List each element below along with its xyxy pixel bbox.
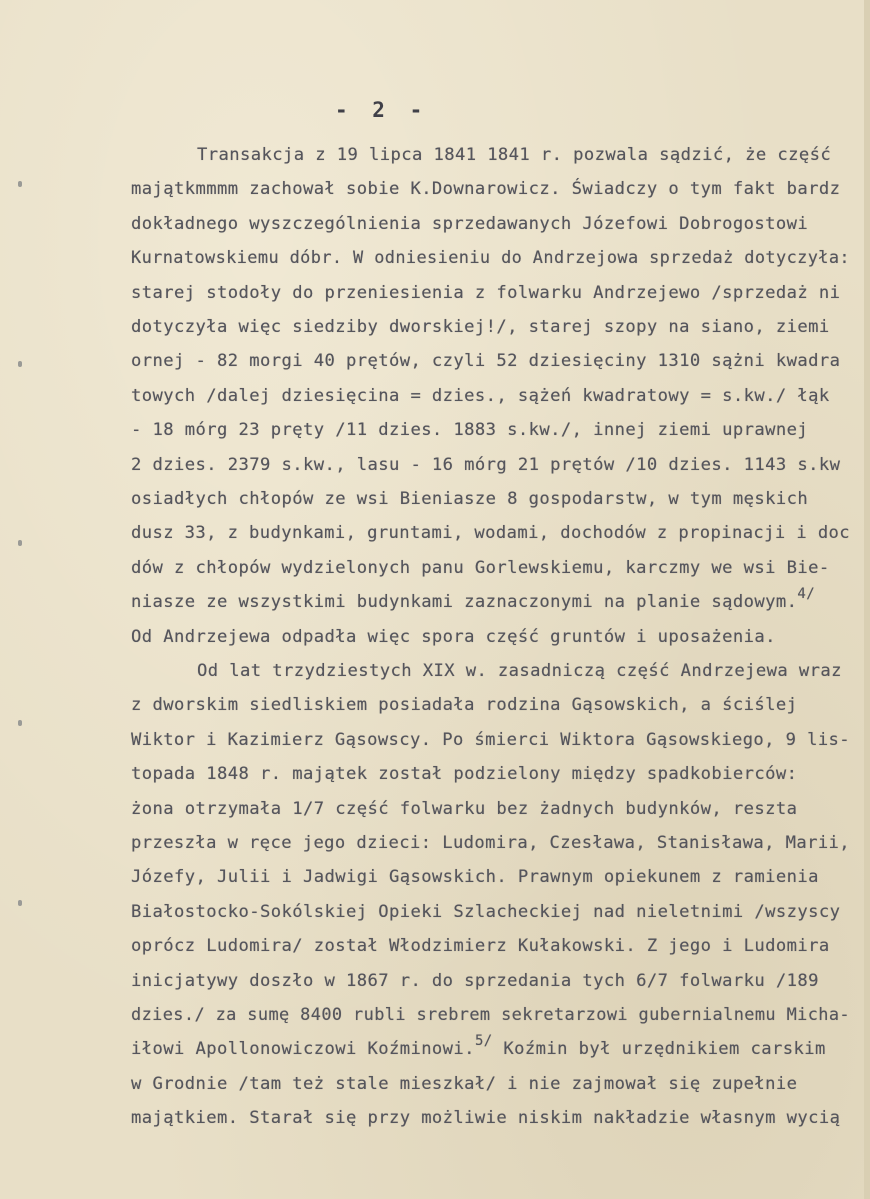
text-line [131, 971, 819, 991]
text-line [131, 420, 808, 440]
text-line [131, 558, 830, 578]
footnote-marker: 4/ [797, 586, 816, 603]
text-line [131, 179, 840, 199]
text-line [131, 1074, 797, 1094]
line-text: Wiktor i Kazimierz Gąsowscy. Po śmierci Wiktora Gąsowskiego, 9 lis- [131, 729, 851, 750]
line-text-continuation: Koźmin był urzędnikiem carskim [492, 1039, 826, 1060]
line-text: Kurnatowskiemu dóbr. W odniesieniu do Andrzejowa sprzedaż dotyczyła: [131, 248, 851, 269]
margin-mark [18, 900, 22, 906]
line-text: iłowi Apollonowiczowi Koźminowi. [131, 1039, 475, 1060]
text-line [131, 386, 830, 406]
text-line [131, 214, 808, 234]
text-line [131, 489, 808, 509]
line-text: przeszła w ręce jego dzieci: Ludomira, Czesława, Stanisława, Marii, [131, 833, 851, 853]
line-text: starej stodoły do przeniesienia z folwarku Andrzejewo /sprzedaż ni [131, 282, 841, 303]
line-text: towych /dalej dziesięcina = dzies., sążeń kwadratowy = s.kw./ łąk [131, 385, 830, 406]
text-line [197, 145, 831, 165]
line-text: dusz 33, z budynkami, gruntami, wodami, dochodów z propinacji i doc [131, 523, 851, 544]
margin-mark [18, 720, 22, 726]
line-text: oprócz Ludomira/ został Włodzimierz Kułakowski. Z jego i Ludomira [131, 936, 830, 957]
text-line [131, 867, 819, 887]
line-text: dów z chłopów wydzielonych panu Gorlewskiemu, karczmy we wsi Bie- [131, 557, 830, 578]
text-line [131, 523, 850, 543]
line-text: Józefy, Julii i Jadwigi Gąsowskich. Prawnym opiekunem z ramienia [131, 867, 819, 888]
text-line [131, 627, 776, 647]
text-line [131, 317, 830, 337]
text-line [131, 833, 850, 853]
text-line [131, 1005, 850, 1025]
line-text: Białostocko-Sokólskiej Opieki Szlacheckiej nad nieletnimi /wszyscy [131, 901, 841, 922]
text-line [131, 936, 830, 956]
line-text: majątkmmmm zachował sobie K.Downarowicz. Świadczy o tym fakt bardz [131, 179, 841, 200]
text-line [131, 1108, 840, 1128]
line-text: dotyczyła więc siedziby dworskiej!/, starej szopy na siano, ziemi [131, 317, 830, 337]
line-text: inicjatywy doszło w 1867 r. do sprzedania tych 6/7 folwarku /189 [131, 970, 819, 991]
line-text: Od Andrzejewa odpadła więc spora część gruntów i uposażenia. [131, 626, 776, 647]
line-text: niasze ze wszystkimi budynkami zaznaczonymi na planie sądowym. [131, 592, 798, 613]
text-line [131, 351, 840, 371]
page-number: - 2 - [335, 98, 429, 122]
line-text: dzies./ za sumę 8400 rubli srebrem sekretarzowi gubernialnemu Micha- [131, 1005, 851, 1025]
line-text: 2 dzies. 2379 s.kw., lasu - 16 mórg 21 prętów /10 dzies. 1143 s.kw [131, 454, 841, 475]
line-text: topada 1848 r. majątek został podzielony między spadkobierców: [131, 764, 798, 785]
text-line [131, 586, 816, 613]
text-line [131, 799, 797, 819]
text-line [197, 661, 842, 681]
text-line [131, 764, 797, 784]
footnote-marker: 5/ [474, 1033, 493, 1050]
line-text: majątkiem. Starał się przy możliwie niskim nakładzie własnym wycią [131, 1108, 841, 1129]
line-text: osiadłych chłopów ze wsi Bieniasze 8 gospodarstw, w tym męskich [131, 489, 809, 509]
text-line [131, 1033, 826, 1060]
margin-mark [18, 181, 22, 187]
line-text: Transakcja z 19 lipca 1841 1841 r. pozwala sądzić, że część [197, 145, 832, 165]
line-text: żona otrzymała 1/7 część folwarku bez żadnych budynków, reszta [131, 798, 798, 819]
text-line [131, 730, 850, 750]
line-text: w Grodnie /tam też stale mieszkał/ i nie zajmował się zupełnie [131, 1073, 798, 1094]
margin-mark [18, 540, 22, 546]
text-line [131, 455, 840, 475]
margin-mark [18, 361, 22, 367]
line-text: z dworskim siedliskiem posiadała rodzina Gąsowskich, a ściślej [131, 695, 798, 716]
text-line [131, 248, 850, 268]
text-line [131, 283, 840, 303]
line-text: - 18 mórg 23 pręty /11 dzies. 1883 s.kw./, innej ziemi uprawnej [131, 420, 809, 441]
line-text: ornej - 82 morgi 40 prętów, czyli 52 dziesięciny 1310 sążni kwadra [131, 351, 841, 372]
line-text: Od lat trzydziestych XIX w. zasadniczą część Andrzejewa wraz [197, 661, 842, 681]
text-line [131, 695, 797, 715]
line-text: dokładnego wyszczególnienia sprzedawanych Józefowi Dobrogostowi [131, 213, 809, 234]
text-line [131, 902, 840, 922]
